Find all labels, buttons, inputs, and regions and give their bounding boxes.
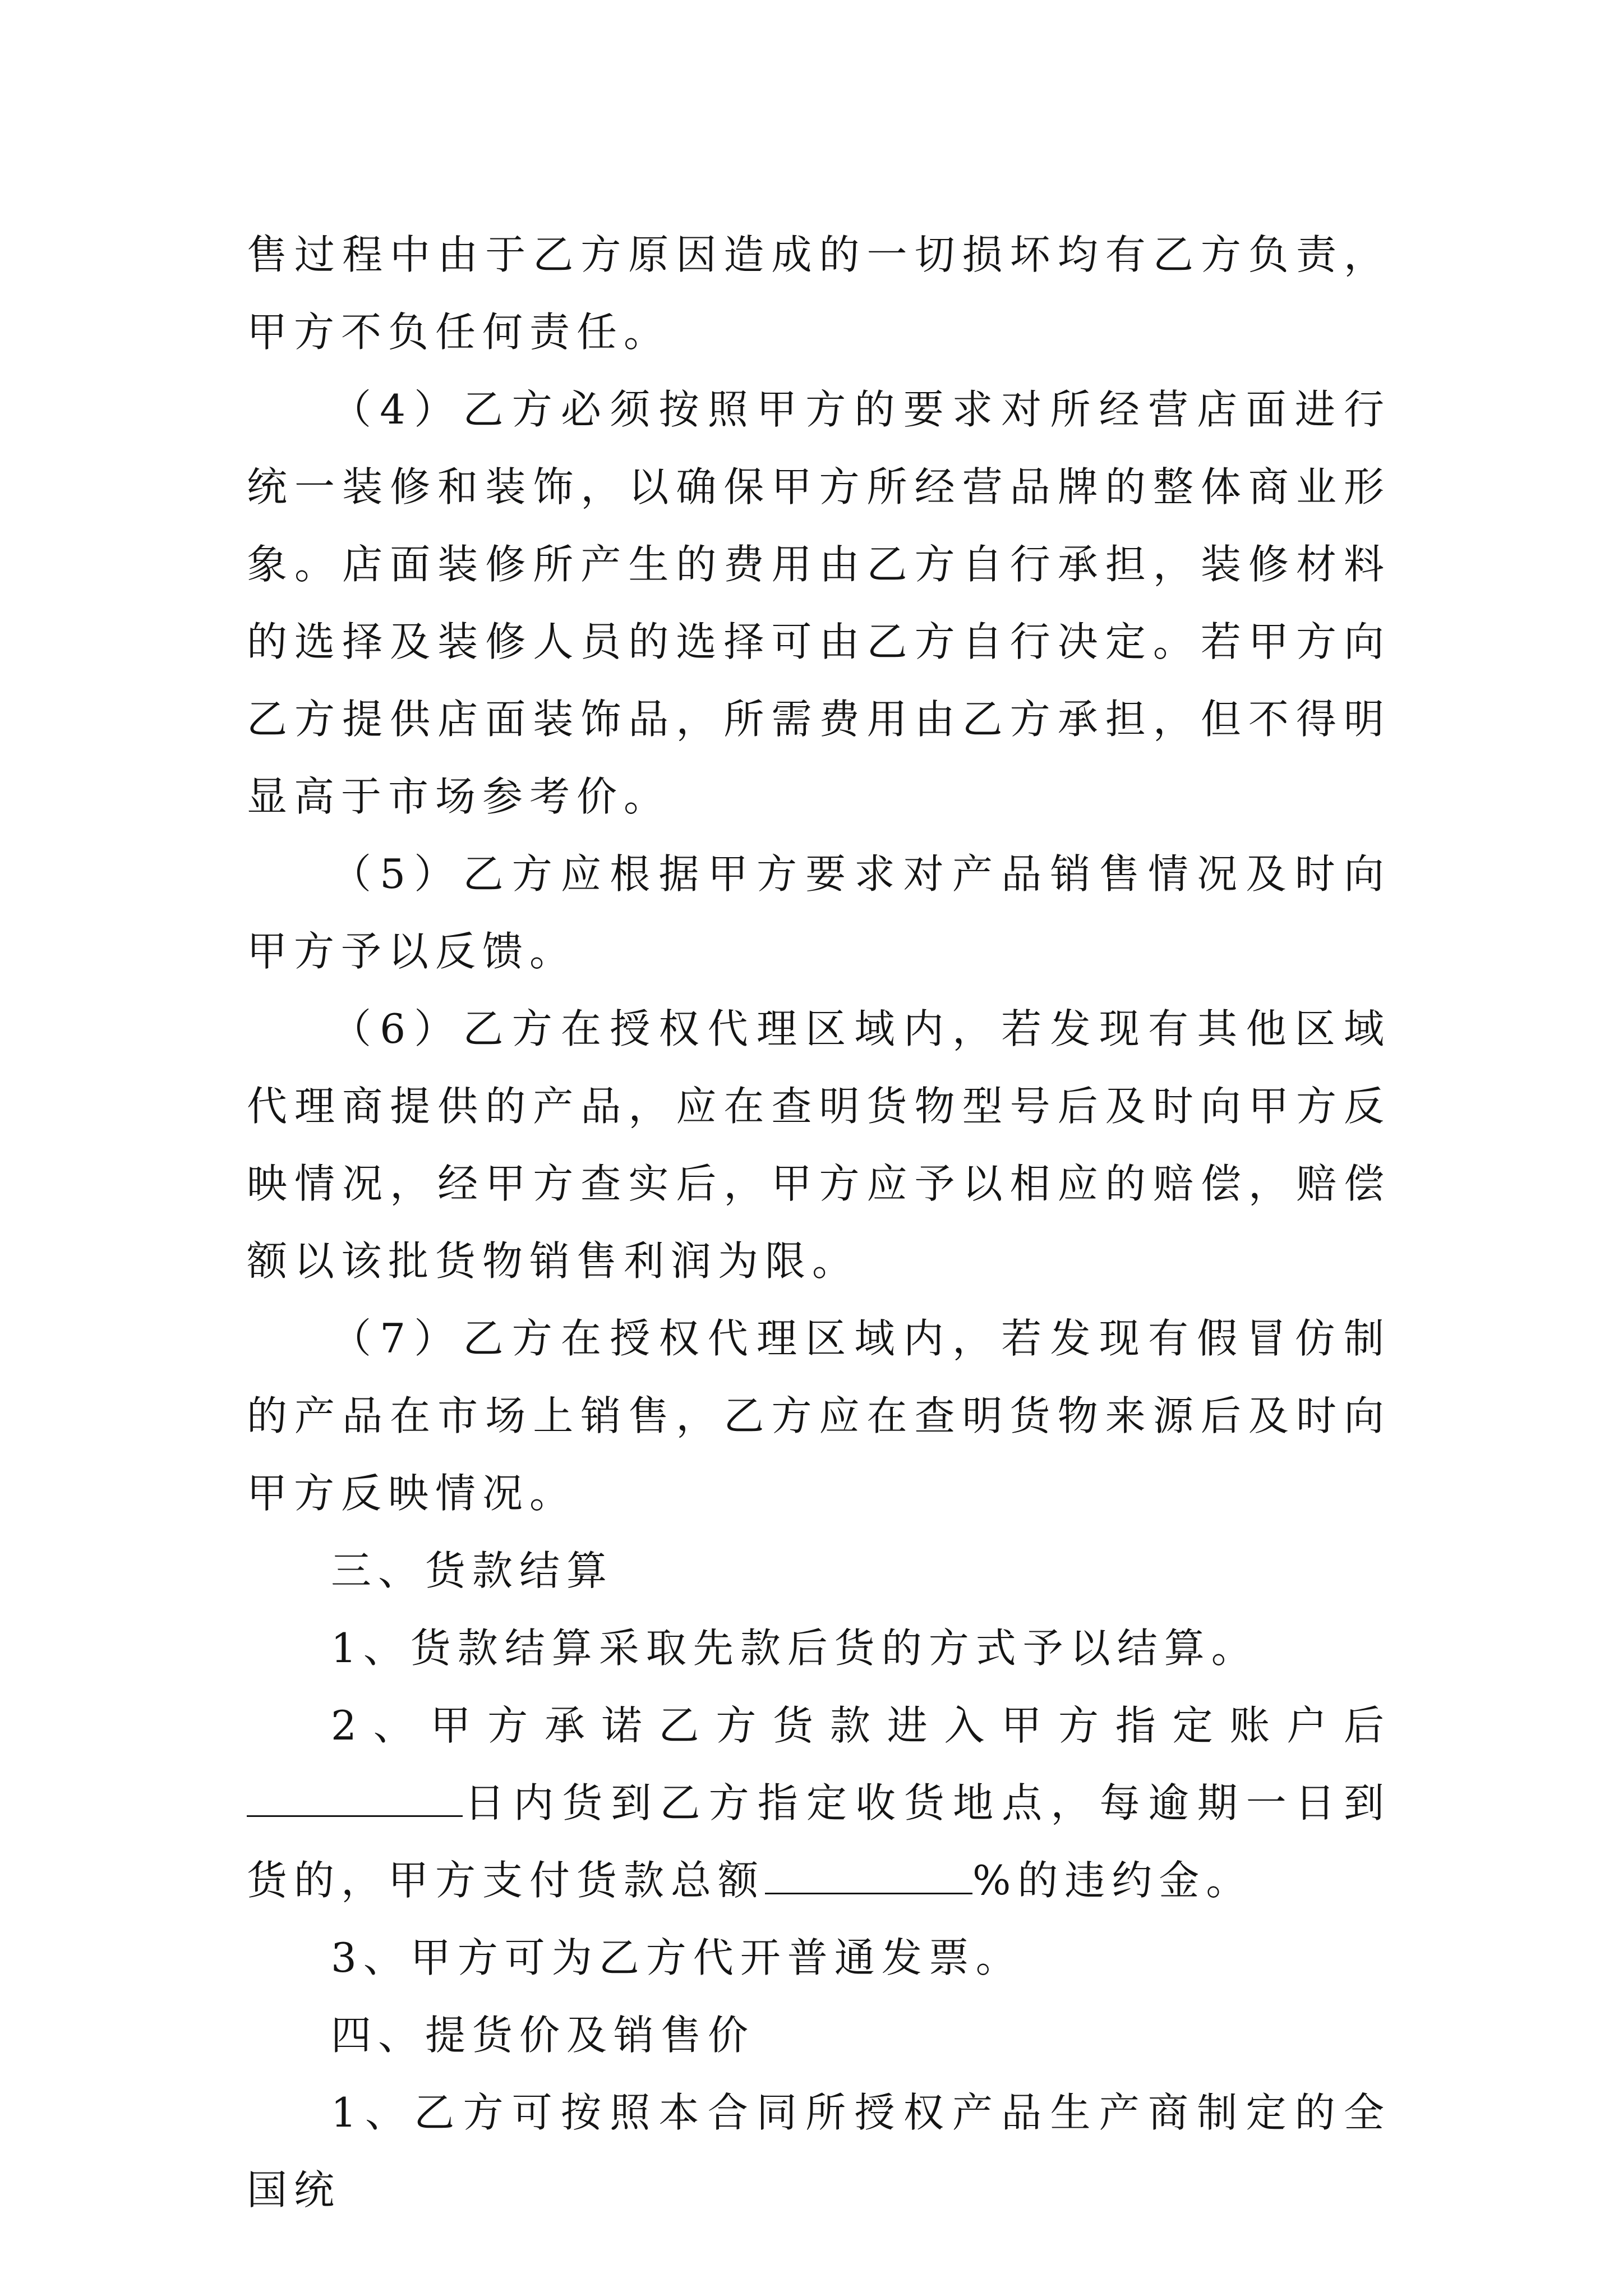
section-heading-payment-settlement: 三、货款结算 (331, 1547, 614, 1594)
payment-2-text-start: 2、甲方承诺乙方货款进入甲方指定账户后 (331, 1702, 1391, 1749)
payment-2-text-middle: 日内货到乙方指定收货地点，每逾期一日到货的，甲方支付货款总额 (247, 1779, 1391, 1904)
paragraph-clause-4-renovation: （4）乙方必须按照甲方的要求对所经营店面进行统一装修和装饰，以确保甲方所经营品牌的整体商业形象。店面装修所产生的费用由乙方自行承担，装修材料的选择及装修人员的选择可由乙方自行决定。若甲方向乙方提供店面装饰品，所需费用由乙方承担，但不得明显高于市场参考价。 (247, 386, 1391, 820)
document-page (247, 216, 1391, 2229)
paragraph-payment-2 (247, 1687, 1391, 1919)
payment-2-text-end: %的违约金。 (972, 1857, 1253, 1904)
paragraph-payment-1: 1、货款结算采取先款后货的方式予以结算。 (331, 1625, 1258, 1672)
paragraph-pricing-1: 1、乙方可按照本合同所授权产品生产商制定的全国统 (247, 2089, 1391, 2214)
paragraph-clause-5-feedback: （5）乙方应根据甲方要求对产品销售情况及时向甲方予以反馈。 (247, 850, 1391, 975)
paragraph-damage-responsibility: 售过程中由于乙方原因造成的一切损坏均有乙方负责，甲方不负任何责任。 (247, 231, 1391, 356)
paragraph-payment-3: 3、甲方可为乙方代开普通发票。 (331, 1934, 1023, 1981)
paragraph-clause-7-counterfeit: （7）乙方在授权代理区域内，若发现有假冒仿制的产品在市场上销售，乙方应在查明货物来源后及时向甲方反映情况。 (247, 1315, 1391, 1517)
blank-percentage-field (765, 1859, 972, 1894)
blank-days-field (247, 1782, 463, 1817)
paragraph-clause-6-other-agents: （6）乙方在授权代理区域内，若发现有其他区域代理商提供的产品，应在查明货物型号后及时向甲方反映情况，经甲方查实后，甲方应予以相应的赔偿，赔偿额以该批货物销售利润为限。 (247, 1005, 1391, 1285)
section-heading-pricing: 四、提货价及销售价 (331, 2012, 755, 2059)
